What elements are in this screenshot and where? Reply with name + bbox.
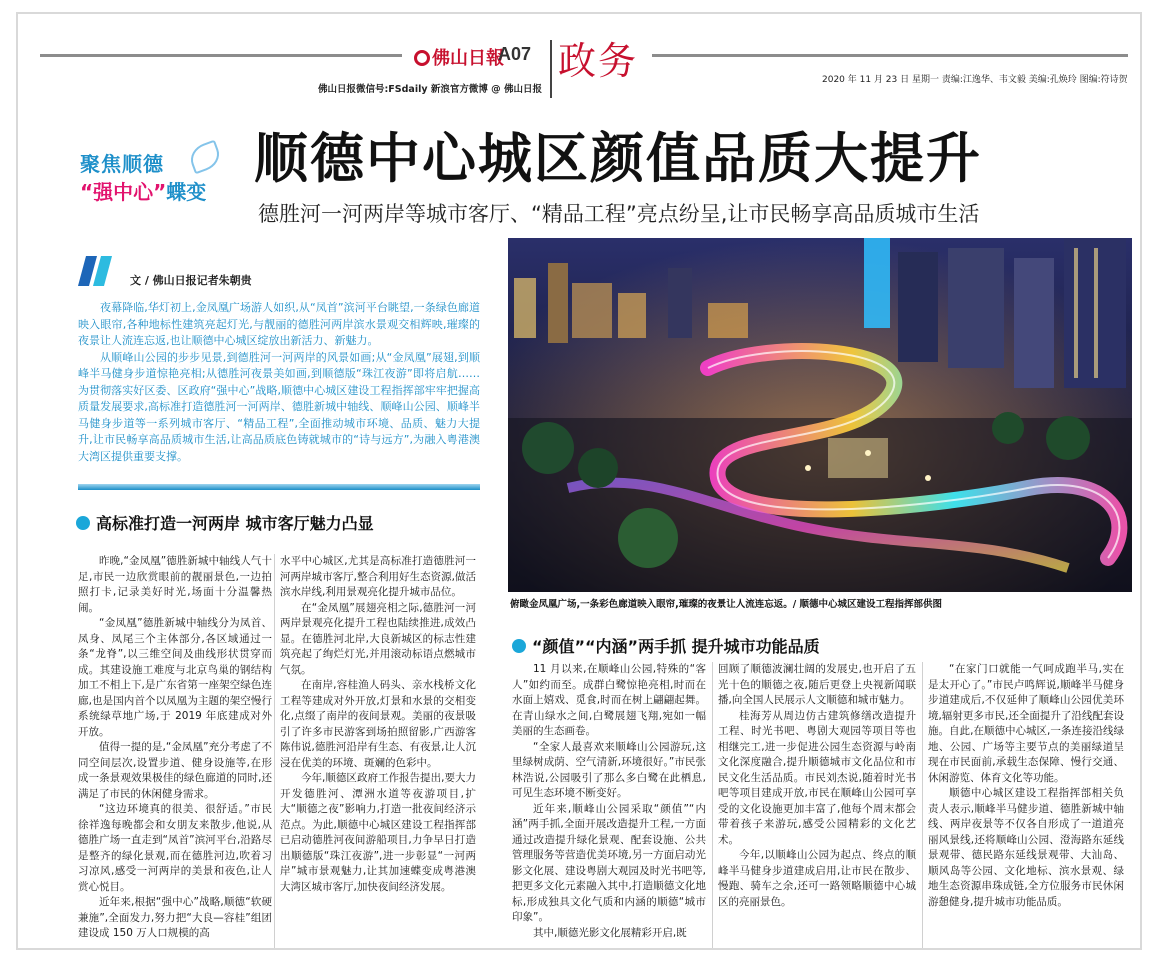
badge-line2 <box>80 176 206 205</box>
paragraph: 顺德中心城区建设工程指挥部相关负责人表示,顺峰半马健步道、德胜新城中轴线、两岸夜景等不仅各自形成了一道道亮丽风景线,还将顺峰山公园、澄海路东延线景观带、德民路东延线景观带、大汕岛、顺风岛等公园、文化地标、滨水景观、绿地生态资源串珠成链,全方位服务市民休闲游憩健身,提升城市功能品质。 <box>928 787 1124 908</box>
section-title: 政务 <box>558 39 639 83</box>
section1-column-2 <box>280 554 476 895</box>
badge-line1: 聚焦顺德 <box>80 152 164 176</box>
byline-bars-icon <box>82 256 112 290</box>
newspaper-logo <box>414 44 504 70</box>
bullet-dot-icon <box>76 516 90 530</box>
column-divider <box>922 662 923 948</box>
intro-lead <box>78 300 480 465</box>
paragraph: 在南岸,容桂渔人码头、亲水栈桥文化工程等建成对外开放,灯景和水景的交相变化,点缀了南岸的夜间景观。美丽的夜景吸引了许多市民游客到场拍照留影,广西游客陈伟说,德胜河沿岸有生态、有夜景,让人沉浸在优美的环境、斑斓的色彩中。 <box>280 679 476 769</box>
section2-column-1 <box>512 662 706 941</box>
section2-heading <box>512 634 820 657</box>
badge-line2-a: “强中心” <box>80 180 167 204</box>
bullet-dot-icon <box>512 639 526 653</box>
intro-divider <box>78 484 480 490</box>
intro-paragraph: 夜幕降临,华灯初上,金凤凰广场游人如织,从“凤首”滨河平台眺望,一条绿色廊道映入眼帘,各种地标性建筑亮起灯光,与靓丽的德胜河两岸滨水景观交相辉映,璀璨的夜景让人流连忘返,也让顺德中心城区绽放出新活力、新魅力。 <box>78 301 480 347</box>
masthead-rule-right <box>652 54 1128 57</box>
paragraph: “这边环境真的很美、很舒适。”市民徐祥逸每晚都会和女朋友来散步,他说,从德胜广场一直走到“凤首”滨河平台,沿路尽是整齐的绿化景观,而在德胜河边,吹着习习凉风,感受一河两岸的美景和夜色,让人赏心悦目。 <box>78 803 272 893</box>
dateline: 2020 年 11 月 23 日 星期一 责编:江逸华、韦文毅 美编:孔焕玲 图编:符诗贺 <box>822 75 1128 85</box>
paragraph: “金凤凰”德胜新城中轴线分为凤首、凤身、凤尾三个主体部分,各区域通过一条“龙脊”,以三维空间及曲线形状贯穿而成。其建设施工难度与北京鸟巢的钢结构加工不相上下,是广东省第一座架空绿色连廊,也是国内首个以凤凰为主题的架空慢行系统绿草地广场,于 2019 年底建成对外开放。 <box>78 617 272 738</box>
paragraph: 其中,顺德光影文化展精彩开启,既 <box>533 926 687 939</box>
logo-text: 佛山日報 <box>432 48 504 69</box>
butterfly-icon <box>186 140 223 175</box>
paragraph: 值得一提的是,“金凤凰”充分考虑了不同空间层次,设置步道、健身设施等,在形成一条景观效果极佳的绿色廊道的同时,还满足了市民的休闲健身需求。 <box>78 741 272 800</box>
section1-column-1 <box>78 554 272 942</box>
paragraph: 11 月以来,在顺峰山公园,特殊的“客人”如约而至。成群白鹭惊艳亮相,时而在水面上嬉戏、觅食,时而在树上翩翩起舞。在青山绿水之间,白鹭展翅飞翔,宛如一幅美丽的生态画卷。 <box>512 663 706 737</box>
paragraph: “在家门口就能一气呵成跑半马,实在是太开心了。”市民卢鸣辉说,顺峰半马健身步道建成后,不仅延伸了顺峰山公园优美环境,辐射更多市民,还全面提升了沿线配套设施。自此,在顺德中心城区,一条连接沿线绿地、公园、广场等主要节点的美丽绿道呈现在市民面前,承载生态保障、慢行交通、休闲游览、体育文化等功能。 <box>928 663 1124 784</box>
section2-column-3 <box>928 662 1124 910</box>
paragraph: 近年来,顺峰山公园采取“颜值”“内涵”两手抓,全面开展改造提升工程,一方面通过改造提升绿化景观、配套设施、公共管理服务等营造优美环境,另一方面启动光影文化展、建设粤剧大观园及时光书吧等,把更多文化元素融入其中,打造顺德文化地标,形成独具文化气质和内涵的顺德“城市印象”。 <box>512 802 706 923</box>
paragraph: 今年,以顺峰山公园为起点、终点的顺峰半马健身步道建成启用,让市民在散步、慢跑、骑车之余,还可一路领略顺德中心城区的亮丽景色。 <box>718 849 916 908</box>
intro-paragraph: 从顺峰山公园的步步见景,到德胜河一河两岸的风景如画;从“金凤凰”展翅,到顺峰半马健身步道惊艳亮相;从德胜河夜景美如画,到顺德版“珠江夜游”即将启航……为贯彻落实好区委、区政府“强中心”战略,顺德中心城区建设工程指挥部牢牢把握高质量发展要求,高标准打造德胜河一河两岸、德胜新城中轴线、顺峰山公园、顺峰半马健身步道等一系列城市客厅、“精品工程”,全面推动城市环境、品质、魅力大提升,让市民畅享高品质城市生活,让高品质底色铸就城市的“诗与远方”,为融入粤港澳大湾区提供重要支撑。 <box>78 350 480 463</box>
paragraph: “全家人最喜欢来顺峰山公园游玩,这里绿树成荫、空气清新,环境很好。”市民张林浩说,公园吸引了那么多白鹭在此栖息,可见生态环境不断变好。 <box>512 740 706 799</box>
logo-mark-icon <box>414 50 430 66</box>
photo-illustration <box>508 238 1132 592</box>
byline: 文 / 佛山日报记者朱朝贵 <box>130 274 252 287</box>
night-aerial-photo <box>508 238 1132 592</box>
paragraph: 在“金凤凰”展翅亮相之际,德胜河一河两岸景观亮化提升工程也陆续推进,成效凸显。在德胜河北岸,大良新城区的标志性建筑亮起了绚烂灯光,并用滚动标语点燃城市气氛。 <box>280 601 476 676</box>
column-divider <box>712 662 713 948</box>
paragraph: 近年来,根据“强中心”战略,顺德“软硬兼施”,全面发力,努力把“大良—容桂”组团建设成 150 万人口规模的高 <box>78 896 272 939</box>
photo-caption: 俯瞰金凤凰广场,一条彩色廊道映入眼帘,璀璨的夜景让人流连忘返。/ 顺德中心城区建设工程指挥部供图 <box>510 599 942 610</box>
section1-heading <box>76 511 374 534</box>
headline: 顺德中心城区颜值品质大提升 <box>254 126 982 190</box>
page-number: A07 <box>498 44 532 64</box>
paragraph: 桂海芳从周边仿古建筑修缮改造提升工程、时光书吧、粤剧大观园等项目等也相继完工,进一步促进公园生态资源与岭南文化深度融合,提升顺德城市文化品位和市民文化生活品质。市民刘杰说,随着时光书吧等项目建成开放,市民在顺峰山公园可享受的文化设施更加丰富了,他每个周末都会带着孩子来游玩,感受公园精彩的文化艺术。 <box>718 709 916 846</box>
paragraph: 今年,顺德区政府工作报告提出,要大力开发德胜河、潭洲水道等夜游项目,扩大“顺德之夜”影响力,打造一批夜间经济示范点。为此,顺德中心城区建设工程指挥部已启动德胜河夜间游船项目,力争早日打造出顺德版“珠江夜游”,进一步彰显“一河两岸”城市景观魅力,让其加速蝶变成粤港澳大湾区城市客厅,加快夜间经济发展。 <box>280 772 476 893</box>
paragraph: 水平中心城区,尤其是高标准打造德胜河一河两岸城市客厅,整合利用好生态资源,做活滨水岸线,利用景观亮化提升城市品位。 <box>280 555 476 598</box>
newspaper-page <box>16 12 1142 950</box>
masthead-rule-left <box>40 54 402 57</box>
section2-column-2 <box>718 662 916 910</box>
paragraph: 昨晚,“金凤凰”德胜新城中轴线人气十足,市民一边欣赏眼前的靓丽景色,一边拍照打卡,记录美好时光,场面十分温馨热闹。 <box>78 555 272 614</box>
masthead-divider <box>550 40 552 98</box>
section2-heading-text: “颜值”“内涵”两手抓 提升城市功能品质 <box>532 637 820 656</box>
badge-line2-b: 蝶变 <box>166 180 207 204</box>
column-divider <box>274 554 275 948</box>
section1-heading-text: 高标准打造一河两岸 城市客厅魅力凸显 <box>96 514 374 533</box>
social-accounts: 佛山日报微信号:FSdaily 新浪官方微博 @ 佛山日报 <box>318 84 542 95</box>
paragraph: 回顾了顺德波澜壮阔的发展史,也开启了五光十色的顺德之夜,随后更登上央视新闻联播,向全国人民展示人文顺德和城市魅力。 <box>718 663 916 706</box>
subheadline: 德胜河一河两岸等城市客厅、“精品工程”亮点纷呈,让市民畅享高品质城市生活 <box>258 202 980 226</box>
